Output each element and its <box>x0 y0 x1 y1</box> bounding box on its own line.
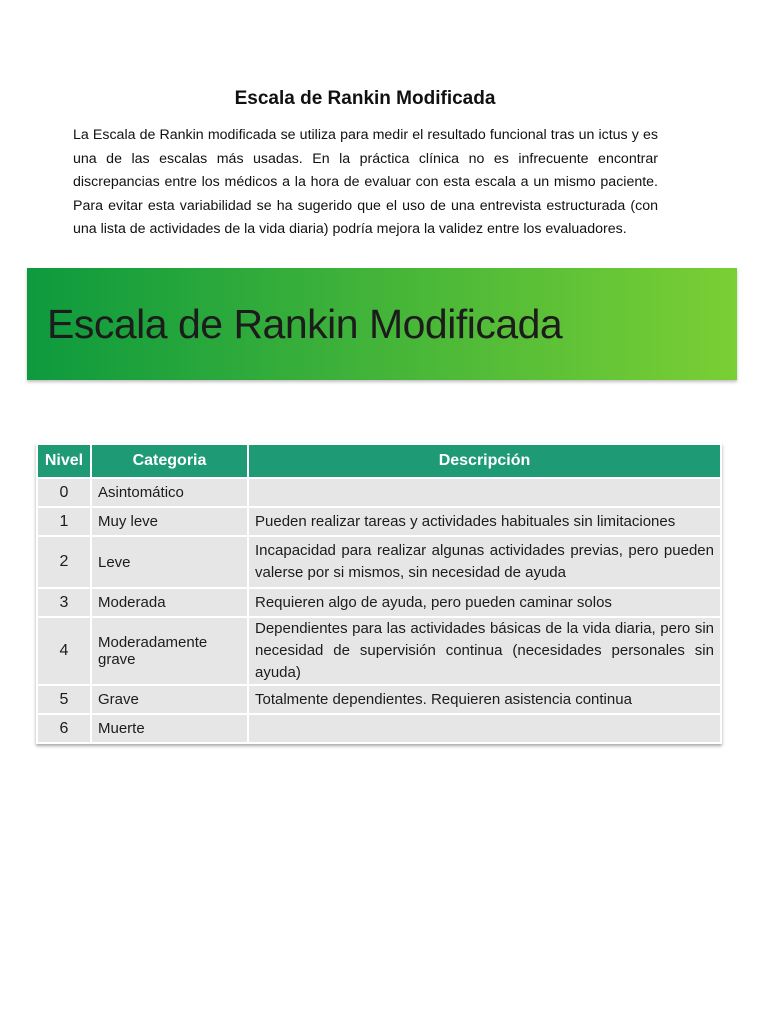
description-cell: Incapacidad para realizar algunas actividades previas, pero pueden valerse por si mismos, sin necesidad de ayuda <box>248 536 721 588</box>
table-row <box>37 507 721 536</box>
level-cell: 6 <box>37 714 91 743</box>
scale-banner <box>27 268 737 380</box>
column-header-level: Nivel <box>37 444 91 478</box>
description-cell <box>248 478 721 507</box>
category-cell: Muy leve <box>91 507 248 536</box>
level-cell: 1 <box>37 507 91 536</box>
table-row <box>37 617 721 685</box>
category-cell: Asintomático <box>91 478 248 507</box>
intro-paragraph: La Escala de Rankin modificada se utiliza para medir el resultado funcional tras un ictus y es una de las escalas más usadas. En la práctica clínica no es infrecuente encontrar discrepancias entre los médicos a la hora de evaluar con esta escala a un mismo paciente. Para evitar esta variabilidad se ha sugerido que el uso de una entrevista estructurada (con una lista de actividades de la vida diaria) podría mejora la validez entre los evaluadores. <box>73 127 658 238</box>
description-cell: Totalmente dependientes. Requieren asistencia continua <box>248 685 721 714</box>
category-cell: Leve <box>91 536 248 588</box>
description-cell: Requieren algo de ayuda, pero pueden caminar solos <box>248 588 721 617</box>
table-row <box>37 588 721 617</box>
level-cell: 4 <box>37 617 91 685</box>
description-cell: Dependientes para las actividades básicas de la vida diaria, pero sin necesidad de supervisión continua (necesidades personales sin ayuda) <box>248 617 721 685</box>
category-cell: Moderadamente grave <box>91 617 248 685</box>
category-cell: Muerte <box>91 714 248 743</box>
table-header-row <box>37 444 721 478</box>
description-cell <box>248 714 721 743</box>
level-cell: 3 <box>37 588 91 617</box>
table-row <box>37 685 721 714</box>
description-cell: Pueden realizar tareas y actividades habituales sin limitaciones <box>248 507 721 536</box>
column-header-category: Categoria <box>91 444 248 478</box>
category-cell: Moderada <box>91 588 248 617</box>
level-cell: 2 <box>37 536 91 588</box>
banner-title: Escala de Rankin Modificada <box>47 301 563 347</box>
table-row <box>37 536 721 588</box>
rankin-scale-table <box>36 443 722 744</box>
table-row <box>37 714 721 743</box>
level-cell: 5 <box>37 685 91 714</box>
table-row <box>37 478 721 507</box>
category-cell: Grave <box>91 685 248 714</box>
document-title: Escala de Rankin Modificada <box>234 88 496 109</box>
level-cell: 0 <box>37 478 91 507</box>
column-header-description: Descripción <box>248 444 721 478</box>
